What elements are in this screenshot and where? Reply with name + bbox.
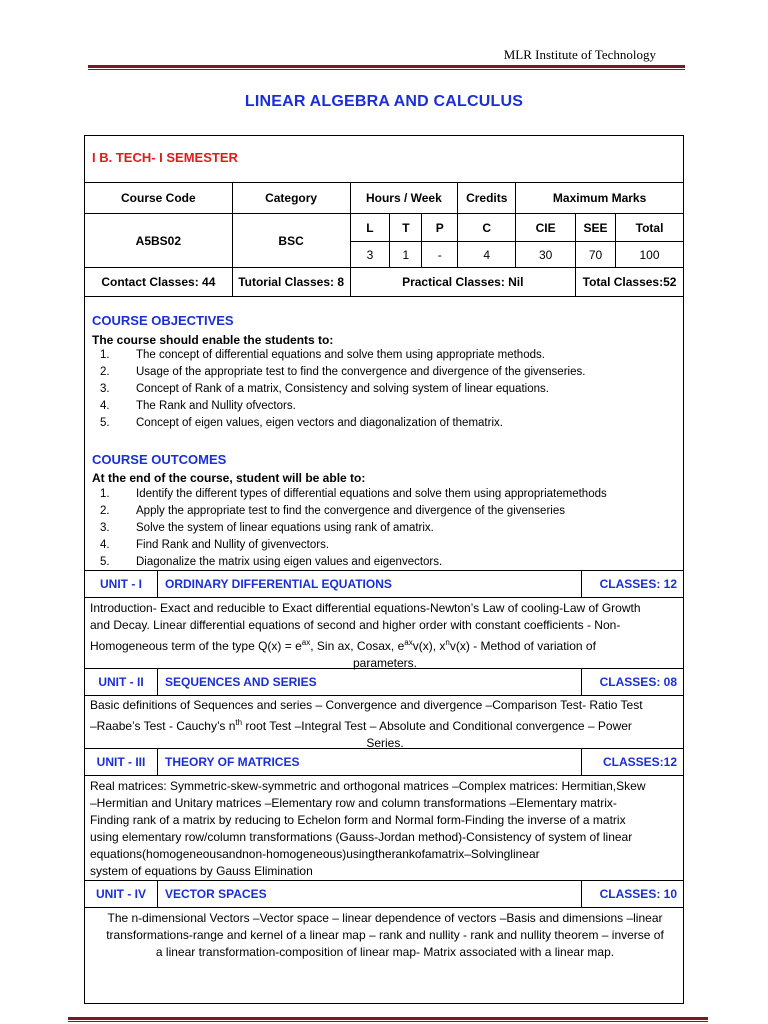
category-value: BSC	[232, 214, 350, 268]
outcomes-intro: At the end of the course, student will be able to:	[92, 471, 366, 485]
page-title: LINEAR ALGEBRA AND CALCULUS	[244, 93, 524, 110]
unit-classes: CLASSES: 10	[581, 881, 683, 907]
l-header: L	[350, 214, 390, 242]
tutorial-classes: Tutorial Classes: 8	[232, 268, 350, 297]
total-value: 100	[616, 242, 684, 268]
list-item: 2. Usage of the appropriate test to find the convergence and divergence of the givenseries.	[100, 366, 586, 378]
course-code-header: Course Code	[85, 183, 233, 214]
unit-classes: CLASSES: 12	[581, 571, 683, 597]
unit-title: VECTOR SPACES	[165, 887, 267, 901]
list-item: 1. The concept of differential equations and solve them using appropriate methods.	[100, 349, 545, 361]
unit-title: SEQUENCES AND SERIES	[165, 675, 317, 689]
semester-label: I B. TECH- I SEMESTER	[92, 150, 238, 165]
unit-title: ORDINARY DIFFERENTIAL EQUATIONS	[165, 577, 392, 591]
course-code-value: A5BS02	[85, 214, 233, 268]
c-header: C	[458, 214, 516, 242]
institution-name: MLR Institute of Technology	[503, 47, 656, 62]
objectives-heading: COURSE OBJECTIVES	[92, 313, 234, 328]
credits-header: Credits	[458, 183, 516, 214]
unit-number: UNIT - IV	[85, 881, 158, 907]
total-header: Total	[616, 214, 684, 242]
t-value: 1	[390, 242, 422, 268]
unit-1-header	[84, 570, 684, 598]
p-header: P	[422, 214, 458, 242]
contact-classes: Contact Classes: 44	[85, 268, 233, 297]
l-value: 3	[350, 242, 390, 268]
header-rule	[88, 65, 685, 68]
footer-rule-thin	[68, 1021, 708, 1022]
list-item: 3. Solve the system of linear equations using rank of amatrix.	[100, 522, 434, 534]
unit-title: THEORY OF MATRICES	[165, 755, 300, 769]
unit-3-header	[84, 748, 684, 776]
unit-2-content: Basic definitions of Sequences and series – Convergence and divergence –Comparison Test- Ratio Test –Raabe’s Test - Cauchy’s $n^{th}$ root Test –Integral Test – Absolute and Conditional convergence – Power Series.	[90, 698, 643, 750]
unit-2-header	[84, 668, 684, 696]
outcomes-list	[100, 486, 607, 571]
outcomes-heading: COURSE OUTCOMES	[92, 452, 227, 467]
cie-header: CIE	[516, 214, 576, 242]
unit-classes: CLASSES: 08	[581, 669, 683, 695]
p-value: -	[422, 242, 458, 268]
see-header: SEE	[576, 214, 616, 242]
list-item: 2. Apply the appropriate test to find the convergence and divergence of the givenseries	[100, 505, 565, 517]
list-item: 4. The Rank and Nullity ofvectors.	[100, 400, 296, 412]
category-header: Category	[232, 183, 350, 214]
list-item: 4. Find Rank and Nullity of givenvectors.	[100, 539, 330, 551]
unit-3-content: Real matrices: Symmetric-skew-symmetric and orthogonal matrices –Complex matrices: Hermitian,Skew –Hermitian and Unitary matrices –Elementary row and column transformations –Elementary matrix- Finding rank of a matrix by reducing to Echelon form and Normal form-Finding the inverse of a matrix using elementary row/column transformations (Gauss-Jordan method)-Consistency of system of linear equations(homogeneousandnon-homogeneous)usingtherankofamatrix–Solvinglinear system of equations by Gauss Elimination	[90, 779, 646, 878]
list-item: 5. Concept of eigen values, eigen vectors and diagonalization of thematrix.	[100, 417, 503, 429]
cie-value: 30	[516, 242, 576, 268]
total-classes: Total Classes:52	[576, 268, 684, 297]
max-marks-header: Maximum Marks	[516, 183, 684, 214]
list-item: 3. Concept of Rank of a matrix, Consistency and solving system of linear equations.	[100, 383, 549, 395]
footer-rule	[68, 1017, 708, 1020]
practical-classes: Practical Classes: Nil	[350, 268, 576, 297]
unit-4-header	[84, 880, 684, 908]
course-table	[84, 182, 684, 297]
see-value: 70	[576, 242, 616, 268]
c-value: 4	[458, 242, 516, 268]
header-rule-thin	[88, 69, 685, 70]
t-header: T	[390, 214, 422, 242]
unit-1-content: Introduction- Exact and reducible to Exact differential equations-Newton’s Law of cooling-Law of Growth and Decay. Linear differential equations of second and higher order with constant coefficients - Non- Homogeneous term of the type $Q(x) = e^{ax}$, Sin ax, Cosax, $e^{ax}v(x)$, $x^nv(x)$ - Method of variation of parameters.	[90, 601, 641, 670]
unit-number: UNIT - I	[85, 571, 158, 597]
objectives-intro: The course should enable the students to:	[92, 333, 334, 347]
objectives-list	[100, 347, 585, 432]
unit-4-content: The n-dimensional Vectors –Vector space – linear dependence of vectors –Basis and dimensions –linear transformations-range and kernel of a linear map – rank and nullity - rank and nullity theorem – inverse of a linear transformation-composition of linear map- Matrix associated with a linear map.	[106, 911, 664, 959]
unit-number: UNIT - III	[85, 749, 158, 775]
hours-header: Hours / Week	[350, 183, 458, 214]
unit-number: UNIT - II	[85, 669, 158, 695]
list-item: 1. Identify the different types of differential equations and solve them using appropriatemethods	[100, 488, 607, 500]
unit-classes: CLASSES:12	[581, 749, 683, 775]
list-item: 5. Diagonalize the matrix using eigen values and eigenvectors.	[100, 556, 443, 568]
